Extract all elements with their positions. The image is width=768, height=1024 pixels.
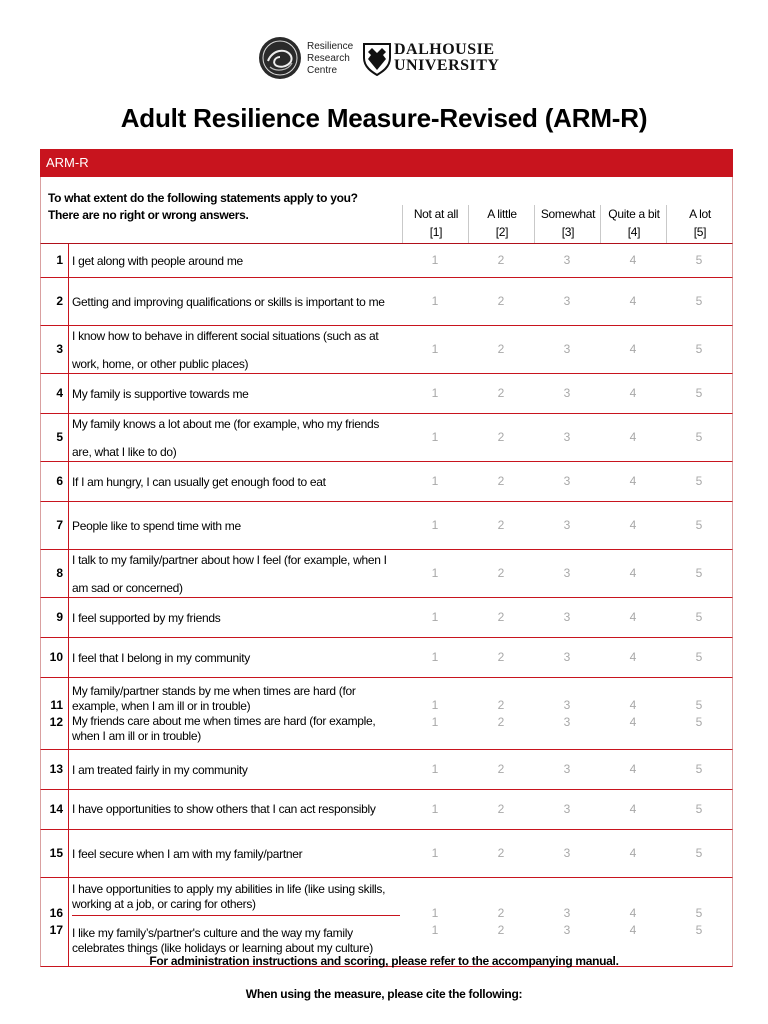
rating-value: 2 xyxy=(497,294,505,308)
table-row xyxy=(40,790,733,830)
column-header xyxy=(534,205,601,243)
rating-value: 2 xyxy=(497,474,505,488)
item-text: I get along with people around me xyxy=(72,253,243,268)
rating-value: 1 xyxy=(431,846,439,860)
rating-value: 2 xyxy=(497,650,505,664)
rating-option-4[interactable] xyxy=(600,830,666,877)
item-number-cell xyxy=(41,374,69,413)
item-number: 10 xyxy=(49,650,63,664)
rating-option-1[interactable] xyxy=(402,374,468,413)
rating-value: 3 xyxy=(563,430,571,444)
dal-line: DALHOUSIE xyxy=(394,41,495,58)
item-number-cell xyxy=(41,790,69,829)
item-number: 11 xyxy=(50,697,63,712)
item-text: My friends care about me when times are hard (for example, when I am ill or in trouble) xyxy=(72,713,376,743)
item-number: 14 xyxy=(49,802,63,816)
item-statement xyxy=(72,244,400,277)
item-number-cell xyxy=(41,678,69,749)
item-statement xyxy=(72,462,400,501)
rating-value: 5 xyxy=(695,697,703,712)
item-statement: I like my family’s/partner's culture and the way my family celebrates things (like holidays or learning about my culture) xyxy=(72,925,373,955)
rating-option-1[interactable] xyxy=(402,244,468,277)
rating-option-1[interactable] xyxy=(402,502,468,549)
rating-value: 3 xyxy=(563,610,571,624)
rating-value: 2 xyxy=(497,802,505,816)
rating-value: 1 xyxy=(431,294,439,308)
table-row xyxy=(40,830,733,878)
rating-value: 3 xyxy=(563,762,571,776)
table-row xyxy=(40,462,733,502)
rating-value: 4 xyxy=(629,762,637,776)
item-statement: I have opportunities to apply my abilities in life (like using skills, working at a job, or caring for others) xyxy=(72,881,386,911)
rating-value: 5 xyxy=(695,846,703,860)
rating-value: 5 xyxy=(695,566,703,580)
item-statement xyxy=(72,414,400,461)
rating-value: 1 xyxy=(431,566,439,580)
rating-option-5[interactable] xyxy=(666,462,732,501)
rating-option-4[interactable] xyxy=(600,326,666,373)
column-header xyxy=(666,205,733,243)
rating-value: 2 xyxy=(497,518,505,532)
item-number: 8 xyxy=(56,566,63,580)
rating-option-1[interactable] xyxy=(402,750,468,789)
rating-value: 4 xyxy=(629,253,637,267)
column-code: [2] xyxy=(495,225,509,239)
table-row xyxy=(40,414,733,462)
item-text: Getting and improving qualifications or skills is important to me xyxy=(72,294,385,309)
rating-option-3[interactable] xyxy=(534,550,600,597)
rating-value: 2 xyxy=(497,610,505,624)
rating-value: 2 xyxy=(497,342,505,356)
rating-value: 5 xyxy=(695,762,703,776)
admin-note: For administration instructions and scoring, please refer to the accompanying manual. xyxy=(149,954,619,968)
rating-option-4[interactable] xyxy=(600,374,666,413)
rating-value: 2 xyxy=(497,762,505,776)
rating-option-5[interactable] xyxy=(666,326,732,373)
column-code: [3] xyxy=(561,225,575,239)
rating-value: 3 xyxy=(563,846,571,860)
rating-value: 2 xyxy=(497,566,505,580)
rating-option-2[interactable] xyxy=(468,244,534,277)
item-text: I talk to my family/partner about how I feel (for example, when I am sad or concerned) xyxy=(72,552,387,595)
rating-option-3[interactable] xyxy=(534,750,600,789)
rating-option-3[interactable] xyxy=(534,598,600,637)
column-label: Somewhat xyxy=(540,207,596,221)
instructions xyxy=(48,190,358,224)
item-number-cell xyxy=(41,598,69,637)
rating-option-2[interactable] xyxy=(468,550,534,597)
table-row xyxy=(40,598,733,638)
rating-option-4[interactable] xyxy=(600,598,666,637)
rating-option-1[interactable] xyxy=(402,790,468,829)
rating-value: 3 xyxy=(563,566,571,580)
rating-option-1[interactable] xyxy=(402,414,468,461)
rating-value: 5 xyxy=(695,610,703,624)
item-number-cell xyxy=(41,878,69,966)
item-number-cell xyxy=(41,502,69,549)
rating-value: 1 xyxy=(431,650,439,664)
item-text: I feel secure when I am with my family/partner xyxy=(72,846,303,861)
rating-value: 2 xyxy=(497,697,505,712)
rating-value: 5 xyxy=(695,802,703,816)
item-text: People like to spend time with me xyxy=(72,518,241,533)
rating-value: 4 xyxy=(629,906,637,920)
citation-note: When using the measure, please cite the following: xyxy=(245,987,523,1001)
rating-value: 4 xyxy=(629,714,637,729)
rating-value: 5 xyxy=(695,253,703,267)
rating-value: 4 xyxy=(629,294,637,308)
item-number-cell xyxy=(41,638,69,677)
rating-option-1[interactable] xyxy=(402,462,468,501)
item-statement xyxy=(72,278,400,325)
column-header xyxy=(402,205,469,243)
rating-option-3[interactable] xyxy=(534,790,600,829)
row-divider xyxy=(72,915,400,916)
rating-value: 1 xyxy=(431,610,439,624)
resilience-research-centre-logo xyxy=(258,36,302,80)
rating-option-5[interactable] xyxy=(666,502,732,549)
column-header xyxy=(600,205,667,243)
rating-option-5[interactable] xyxy=(666,598,732,637)
item-number: 3 xyxy=(56,342,63,356)
item-number-cell xyxy=(41,550,69,597)
rrc-logo-text xyxy=(307,41,353,77)
rating-option-5[interactable] xyxy=(666,278,732,325)
column-code: [4] xyxy=(627,225,641,239)
table-row xyxy=(40,502,733,550)
item-number-cell xyxy=(41,326,69,373)
rating-option-2[interactable] xyxy=(468,502,534,549)
rating-value: 1 xyxy=(431,474,439,488)
rating-option-2[interactable] xyxy=(468,790,534,829)
rating-option-4[interactable] xyxy=(600,462,666,501)
rating-value: 4 xyxy=(629,474,637,488)
rating-option-2[interactable] xyxy=(468,830,534,877)
item-number: 6 xyxy=(56,474,63,488)
rating-option-3[interactable] xyxy=(534,326,600,373)
rating-value: 4 xyxy=(629,430,637,444)
rating-option-1[interactable] xyxy=(402,598,468,637)
rating-option-3[interactable] xyxy=(534,244,600,277)
table-row xyxy=(40,638,733,678)
rating-value: 1 xyxy=(431,430,439,444)
page-title: Adult Resilience Measure-Revised (ARM-R) xyxy=(120,103,648,133)
column-label: A little xyxy=(487,207,517,221)
rating-value: 5 xyxy=(695,714,703,729)
rating-value: 3 xyxy=(563,342,571,356)
item-statement xyxy=(72,830,400,877)
rating-value: 4 xyxy=(629,846,637,860)
rating-option-4[interactable] xyxy=(600,550,666,597)
item-number: 1 xyxy=(56,253,63,267)
rating-option-3[interactable] xyxy=(534,678,600,749)
table-row xyxy=(40,550,733,598)
rating-value: 4 xyxy=(629,802,637,816)
rating-option-3[interactable] xyxy=(534,374,600,413)
item-number-cell xyxy=(41,830,69,877)
item-number: 7 xyxy=(56,518,63,532)
item-text: I feel supported by my friends xyxy=(72,610,221,625)
item-number: 4 xyxy=(56,386,63,400)
rating-option-1[interactable] xyxy=(402,878,468,966)
table-row xyxy=(40,244,733,278)
rating-option-2[interactable] xyxy=(468,598,534,637)
rating-value: 3 xyxy=(563,802,571,816)
rating-value: 5 xyxy=(695,386,703,400)
rating-option-2[interactable] xyxy=(468,414,534,461)
rating-value: 4 xyxy=(629,923,637,937)
item-number-cell xyxy=(41,244,69,277)
rating-value: 5 xyxy=(695,650,703,664)
rating-option-3[interactable] xyxy=(534,414,600,461)
item-number-cell xyxy=(41,414,69,461)
rating-value: 5 xyxy=(695,342,703,356)
rating-option-4[interactable] xyxy=(600,244,666,277)
item-text: I feel that I belong in my community xyxy=(72,650,250,665)
item-text: I have opportunities to show others that I can act responsibly xyxy=(72,802,376,816)
rating-value: 3 xyxy=(563,518,571,532)
rating-option-3[interactable] xyxy=(534,278,600,325)
rating-value: 3 xyxy=(563,697,571,712)
rating-value: 1 xyxy=(431,518,439,532)
column-label: Not at all xyxy=(413,207,459,221)
rating-value: 3 xyxy=(563,294,571,308)
rating-value: 3 xyxy=(563,906,571,920)
rating-option-2[interactable] xyxy=(468,750,534,789)
rating-value: 5 xyxy=(695,294,703,308)
rating-value: 1 xyxy=(431,253,439,267)
rating-option-1[interactable] xyxy=(402,638,468,677)
rating-option-5[interactable] xyxy=(666,830,732,877)
item-text: I am treated fairly in my community xyxy=(72,762,248,777)
rating-value: 3 xyxy=(563,923,571,937)
rating-option-3[interactable] xyxy=(534,462,600,501)
table-row xyxy=(40,278,733,326)
item-list xyxy=(40,244,733,967)
rating-value: 4 xyxy=(629,650,637,664)
rating-value: 4 xyxy=(629,386,637,400)
item-number: 17 xyxy=(49,923,63,937)
rating-option-2[interactable] xyxy=(468,278,534,325)
rating-value: 4 xyxy=(629,518,637,532)
column-label: A lot xyxy=(689,207,711,221)
rating-value: 2 xyxy=(497,430,505,444)
item-number: 13 xyxy=(49,762,63,776)
dalhousie-logo-text xyxy=(394,42,499,74)
rating-value: 1 xyxy=(431,714,439,729)
item-text: I know how to behave in different social situations (such as at work, home, or other public places) xyxy=(72,328,379,371)
rrc-line: Research xyxy=(307,53,350,64)
rrc-line: Resilience xyxy=(307,41,354,52)
rating-value: 3 xyxy=(563,714,571,729)
rating-value: 2 xyxy=(497,253,505,267)
rating-option-1[interactable] xyxy=(402,830,468,877)
item-number: 15 xyxy=(49,846,63,860)
column-code: [5] xyxy=(693,225,707,239)
rating-value: 5 xyxy=(695,906,703,920)
table-row xyxy=(40,374,733,414)
rating-option-1[interactable] xyxy=(402,326,468,373)
section-header-bar: ARM-R xyxy=(40,149,733,177)
rating-value: 1 xyxy=(431,697,439,712)
rating-value: 4 xyxy=(629,342,637,356)
item-number-cell xyxy=(41,750,69,789)
rating-value: 1 xyxy=(431,906,439,920)
rating-value: 2 xyxy=(497,714,505,729)
rating-option-3[interactable] xyxy=(534,638,600,677)
rating-option-4[interactable] xyxy=(600,502,666,549)
item-number: 9 xyxy=(56,610,63,624)
rating-value: 3 xyxy=(563,474,571,488)
dalhousie-shield-icon xyxy=(362,42,392,76)
table-row xyxy=(40,326,733,374)
rating-option-5[interactable] xyxy=(666,550,732,597)
item-number-cell xyxy=(41,278,69,325)
rating-option-2[interactable] xyxy=(468,638,534,677)
rating-option-1[interactable] xyxy=(402,550,468,597)
rating-option-3[interactable] xyxy=(534,502,600,549)
rating-value: 3 xyxy=(563,386,571,400)
rating-option-2[interactable] xyxy=(468,878,534,966)
rating-option-4[interactable] xyxy=(600,750,666,789)
item-statement xyxy=(72,326,400,373)
rating-option-4[interactable] xyxy=(600,638,666,677)
rating-value: 5 xyxy=(695,430,703,444)
item-statement xyxy=(72,638,400,677)
item-statement xyxy=(72,790,400,829)
rating-option-5[interactable] xyxy=(666,374,732,413)
rating-value: 1 xyxy=(431,802,439,816)
rating-option-5[interactable] xyxy=(666,414,732,461)
item-number: 5 xyxy=(56,430,63,444)
table-row xyxy=(40,678,733,750)
rating-value: 2 xyxy=(497,846,505,860)
rating-value: 2 xyxy=(497,906,505,920)
rating-option-2[interactable] xyxy=(468,678,534,749)
rating-value: 1 xyxy=(431,342,439,356)
rating-option-1[interactable] xyxy=(402,678,468,749)
rating-option-2[interactable] xyxy=(468,326,534,373)
item-statement xyxy=(72,598,400,637)
item-number: 12 xyxy=(49,714,63,729)
column-code: [1] xyxy=(429,225,443,239)
dal-line: UNIVERSITY xyxy=(394,57,500,74)
item-number: 2 xyxy=(56,294,63,308)
rating-option-5[interactable] xyxy=(666,244,732,277)
item-text: My family knows a lot about me (for example, who my friends are, what I like to do) xyxy=(72,416,380,459)
rating-value: 2 xyxy=(497,386,505,400)
item-number: 16 xyxy=(49,906,63,920)
rating-value: 2 xyxy=(497,923,505,937)
item-statement xyxy=(72,502,400,549)
item-number-cell xyxy=(41,462,69,501)
rating-option-2[interactable] xyxy=(468,374,534,413)
rating-option-5[interactable] xyxy=(666,678,732,749)
instruction-line: There are no right or wrong answers. xyxy=(48,208,249,222)
item-text: If I am hungry, I can usually get enough food to eat xyxy=(72,474,326,489)
column-header xyxy=(468,205,535,243)
item-statement xyxy=(72,550,400,597)
column-label: Quite a bit xyxy=(608,207,660,221)
rating-option-4[interactable] xyxy=(600,790,666,829)
instructions-header xyxy=(40,177,733,244)
rating-option-5[interactable] xyxy=(666,878,732,966)
rrc-line: Centre xyxy=(307,65,338,76)
item-statement xyxy=(72,750,400,789)
rating-value: 4 xyxy=(629,566,637,580)
rating-option-3[interactable] xyxy=(534,878,600,966)
rating-option-4[interactable] xyxy=(600,414,666,461)
rating-value: 5 xyxy=(695,923,703,937)
rating-option-4[interactable] xyxy=(600,278,666,325)
item-statement xyxy=(72,374,400,413)
rating-value: 1 xyxy=(431,923,439,937)
rating-option-3[interactable] xyxy=(534,830,600,877)
rating-value: 5 xyxy=(695,518,703,532)
rating-option-5[interactable] xyxy=(666,750,732,789)
instruction-line: To what extent do the following statements apply to you? xyxy=(48,191,358,205)
item-statement xyxy=(72,678,400,749)
rating-option-5[interactable] xyxy=(666,790,732,829)
rating-option-4[interactable] xyxy=(600,678,666,749)
rating-option-2[interactable] xyxy=(468,462,534,501)
questionnaire-form xyxy=(40,149,733,967)
rating-value: 4 xyxy=(629,610,637,624)
rating-option-1[interactable] xyxy=(402,278,468,325)
rating-value: 3 xyxy=(563,650,571,664)
rating-value: 5 xyxy=(695,474,703,488)
rating-value: 4 xyxy=(629,697,637,712)
rating-value: 3 xyxy=(563,253,571,267)
rating-option-4[interactable] xyxy=(600,878,666,966)
rating-value: 1 xyxy=(431,386,439,400)
item-text: My family/partner stands by me when times are hard (for example, when I am ill or in trouble) xyxy=(72,683,356,713)
rating-option-5[interactable] xyxy=(666,638,732,677)
rating-value: 1 xyxy=(431,762,439,776)
table-row xyxy=(40,750,733,790)
item-text: My family is supportive towards me xyxy=(72,386,249,401)
